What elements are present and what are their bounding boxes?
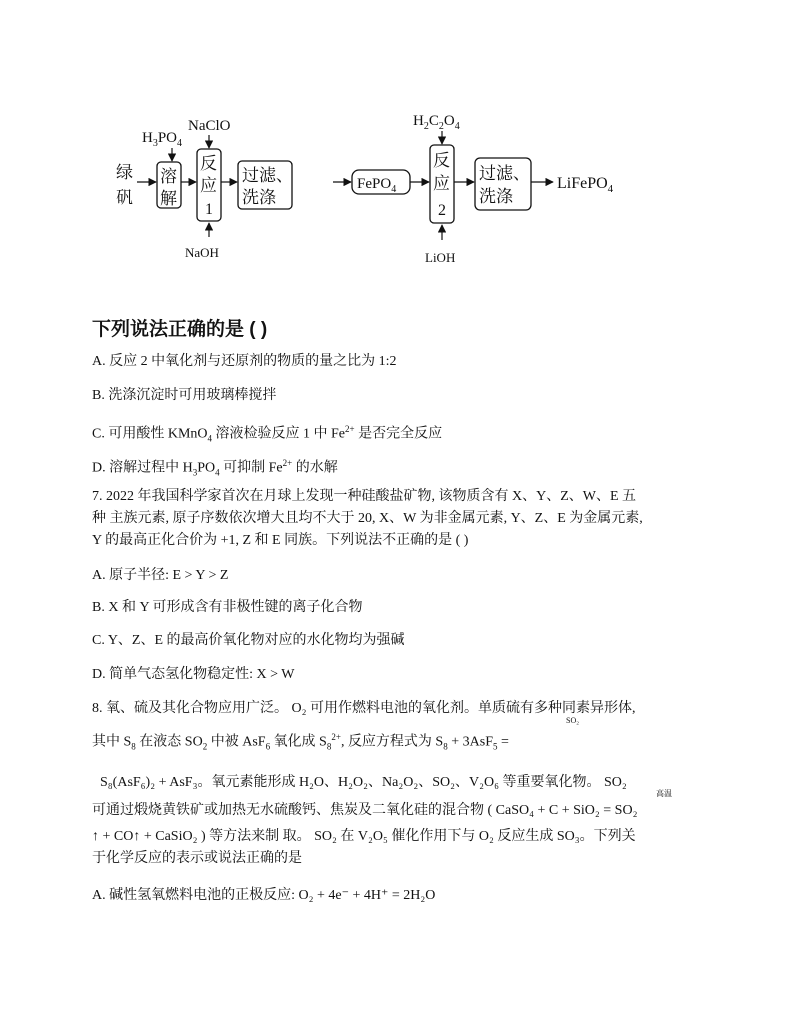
q8-l2-d: 中被 AsF [207, 734, 266, 750]
q6-stem: 下列说法正确的是 ( ) [92, 319, 268, 340]
q8-l2-c: 2 [202, 741, 208, 752]
q6-d-post: 的水解 [292, 460, 338, 476]
q8-l2-f: 氧化成 S [270, 734, 327, 750]
box-guolv1-2: 洗涤 [242, 188, 276, 207]
box-fanying1-3: 1 [205, 201, 213, 218]
q6-d-sub1: 3 [192, 467, 198, 478]
label-lvfan-2: 矾 [116, 188, 133, 207]
q6-c-pre: C. 可用酸性 KMnO [92, 426, 208, 442]
q8-gaowen: 高温 [656, 789, 672, 798]
box-fanying2-3: 2 [438, 202, 446, 219]
q8-line-4: 可通过煅烧黄铁矿或加热无水硫酸钙、焦炭及二氧化硅的混合物 ( CaSO₄ + C + SiO₂ = SO₂ [92, 803, 638, 818]
q6-c-post: 是否完全反应 [354, 426, 443, 442]
q6-c-mid: 溶液检验反应 1 中 Fe [212, 426, 346, 442]
process-flow-diagram [0, 0, 794, 290]
q8-so2-over-equals: SO₂ [566, 716, 580, 725]
q6-c-sup: 2+ [345, 424, 355, 434]
q8-l2-i: , 反应方程式为 S [340, 734, 444, 750]
q6-option-a: A. 反应 2 中氧化剂与还原剂的物质的量之比为 1:2 [92, 354, 397, 369]
q8-l2-e: 6 [265, 741, 271, 752]
reagent-lioh: LiOH [425, 250, 456, 265]
q7-line-1: 7. 2022 年我国科学家首次在月球上发现一种硅酸盐矿物, 该物质含有 X、Y、Z、W、E 五 [92, 489, 637, 504]
product-lifepo4: LiFePO$_4$ [557, 175, 614, 195]
q6-c-sub: 4 [207, 433, 213, 444]
q8-l2-a: 8 [131, 741, 136, 752]
box-rongjie-1: 溶 [160, 167, 177, 186]
box-guolv2-2: 洗涤 [479, 187, 513, 206]
q8-l2-g: 8 [326, 741, 332, 752]
q7-line-3: Y 的最高正化合价为 +1, Z 和 E 同族。下列说法不正确的是 ( ) [92, 533, 469, 548]
q7-option-c: C. Y、Z、E 的最高价氧化物对应的水化物均为强碱 [92, 633, 405, 648]
q7-option-d: D. 简单气态氢化物稳定性: X > W [92, 667, 295, 682]
q6-d-sub2: 4 [215, 467, 220, 478]
q6-option-c [92, 419, 442, 448]
q8-l2-l: 5 [492, 741, 498, 752]
q7-line-2: 种 主族元素, 原子序数依次增大且均不大于 20, X、W 为非金属元素, Y、Z、E 为金属元素, [92, 511, 643, 526]
box-fanying1-1: 反 [200, 154, 217, 173]
q8-l2-j: 8 [443, 741, 448, 752]
q8-l2-pre: 其中 S [92, 734, 132, 750]
q8-line-1: 8. 氧、硫及其化合物应用广泛。 O₂ 可用作燃料电池的氧化剂。单质硫有多种同素异形体, [92, 701, 636, 716]
q8-l2-b: 在液态 SO [135, 734, 203, 750]
q8-l2-m: = [497, 734, 509, 750]
q8-option-a: A. 碱性氢氧燃料电池的正极反应: O₂ + 4e⁻ + 4H⁺ = 2H₂O [92, 888, 436, 903]
q7-option-b: B. X 和 Y 可形成含有非极性键的离子化合物 [92, 600, 363, 615]
q6-option-d [92, 453, 338, 482]
flow-diagram-svg [0, 0, 794, 290]
reagent-h3po4: $H_3PO_4$ [142, 130, 183, 149]
q6-d-mid1: PO [197, 460, 216, 476]
q8-line-6: 于化学反应的表示或说法正确的是 [92, 851, 302, 866]
q6-d-sup: 2+ [282, 458, 293, 468]
label-lvfan-1: 绿 [116, 163, 133, 182]
q6-d-pre: D. 溶解过程中 H [92, 460, 193, 476]
q6-d-mid2: 可抑制 Fe [219, 460, 283, 476]
q8-line-5: ↑ + CO↑ + CaSiO₂ ) 等方法来制 取。 SO₂ 在 V₂O₅ 催化作用下与 O₂ 反应生成 SO₃。下列关 [92, 829, 636, 844]
box-fanying2-2: 应 [433, 174, 450, 193]
reagent-h2c2o4: $H_2C_2O_4$ [413, 113, 460, 132]
reagent-naclo: NaClO [188, 118, 231, 134]
box-fepo4-label: FePO$_4$ [357, 176, 397, 195]
q6-option-b: B. 洗涤沉淀时可用玻璃棒搅拌 [92, 388, 277, 403]
box-guolv2-1: 过滤、 [479, 164, 530, 183]
box-guolv1-1: 过滤、 [242, 166, 293, 185]
box-rongjie-2: 解 [160, 189, 177, 208]
q8-l2-h: 2+ [331, 732, 341, 742]
q8-l2-k: + 3AsF [447, 734, 493, 750]
reagent-naoh: NaOH [185, 245, 219, 260]
q8-line-2 [92, 727, 509, 756]
q7-option-a: A. 原子半径: E > Y > Z [92, 568, 229, 583]
box-fanying1-2: 应 [200, 176, 217, 195]
box-fanying2-1: 反 [433, 151, 450, 170]
q8-line-3: S₈(AsF₆)₂ + AsF₃。氧元素能形成 H₂O、H₂O₂、Na₂O₂、SO₂、V₂O₆ 等重要氧化物。 SO₂ [100, 775, 627, 790]
